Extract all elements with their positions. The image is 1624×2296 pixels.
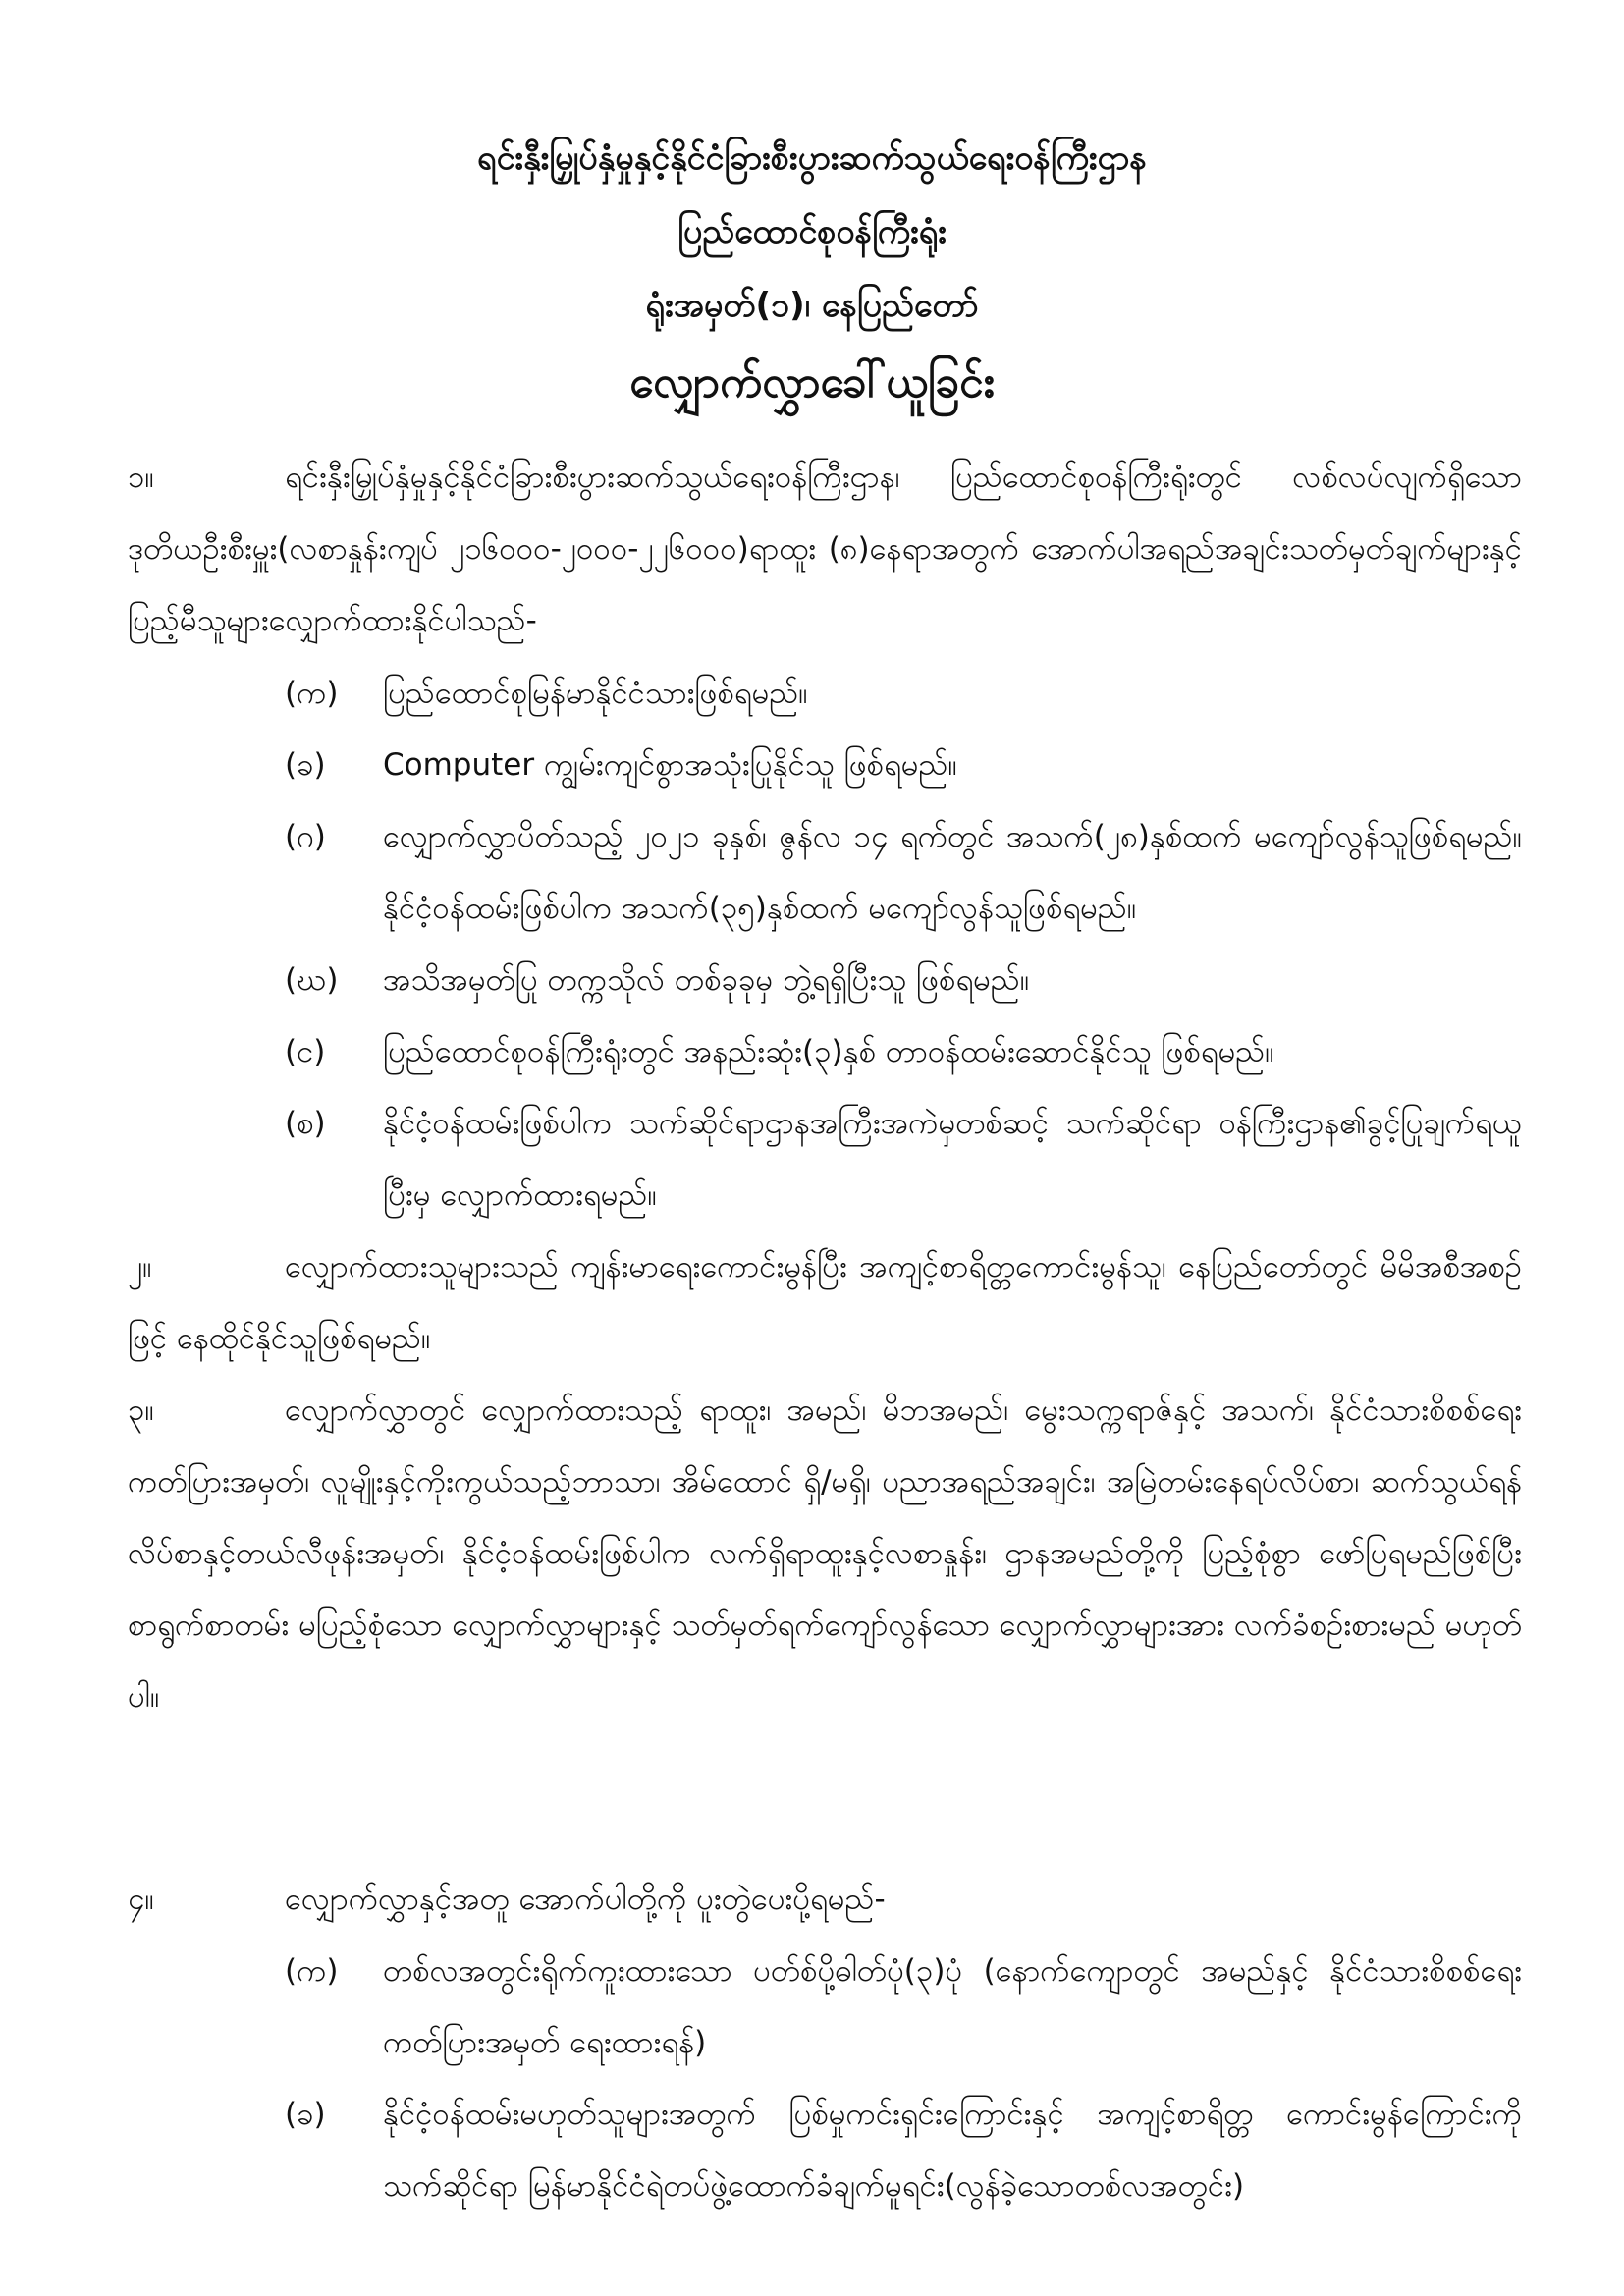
section-4 <box>128 1864 1522 1936</box>
ministry-name: ရင်းနှီးမြှုပ်နှံမှုနှင့်နိုင်ငံခြားစီးပွားဆက်သွယ်ရေးဝန်ကြီးဌာန <box>477 138 1147 178</box>
item-label: (ခ) <box>285 747 326 783</box>
section-number: ၁။ <box>128 460 154 495</box>
item-text: လျှောက်လွှာပိတ်သည့် ၂၀၂၁ ခုနှစ်၊ ဇွန်လ ၁၄ ရက်တွင် အသက်(၂၈)နှစ်ထက် မကျော်လွန်သူဖြစ်ရမည်။ နိုင်ငံ့ဝန်ထမ်းဖြစ်ပါက အသက်(၃၅)နှစ်ထက် မကျော်လွန်သူဖြစ်ရမည်။ <box>383 819 1522 926</box>
section-text: ရင်းနှီးမြှုပ်နှံမှုနှင့်နိုင်ငံခြားစီးပွားဆက်သွယ်ရေးဝန်ကြီးဌာန၊ ပြည်ထောင်စုဝန်ကြီးရုံးတွင် လစ်လပ်လျက်ရှိသော ဒုတိယဦးစီးမှူး(လစာနှုန်းကျပ် ၂၁၆၀၀၀-၂၀၀၀-၂၂၆၀၀၀)ရာထူး (၈)နေရာအတွက် အောက်ပါအရည်အချင်းသတ်မှတ်ချက်များနှင့် ပြည့်မီသူများလျှောက်ထားနိုင်ပါသည်- <box>128 460 1522 638</box>
office-address: ရုံးအမှတ်(၁)၊ နေပြည်တော် <box>645 286 979 325</box>
section-number: ၃။ <box>128 1393 154 1428</box>
section-1-item-c <box>285 801 1522 945</box>
section-1-item-a <box>285 658 1522 730</box>
section-1-item-d <box>285 945 1522 1016</box>
item-label: (ခ) <box>285 2097 326 2132</box>
item-text: တစ်လအတွင်းရိုက်ကူးထားသော ပတ်စ်ပို့ဓါတ်ပုံ(၃)ပုံ (နောက်ကျောတွင် အမည်နှင့် နိုင်ငံသားစိစစ်ရေးကတ်ပြားအမှတ် ရေးထားရန်) <box>383 1953 1522 2060</box>
section-3 <box>128 1375 1522 1733</box>
item-text: နိုင်ငံ့ဝန်ထမ်းမဟုတ်သူများအတွက် ပြစ်မှုကင်းရှင်းကြောင်းနှင့် အကျင့်စာရိတ္တ ကောင်းမွန်ကြောင်းကို သက်ဆိုင်ရာ မြန်မာနိုင်ငံရဲတပ်ဖွဲ့ထောက်ခံချက်မူရင်း(လွန်ခဲ့သောတစ်လအတွင်း) <box>383 2097 1522 2204</box>
section-4-item-b <box>285 2079 1522 2222</box>
item-text: အသိအမှတ်ပြု တက္ကသိုလ် တစ်ခုခုမှ ဘွဲ့ရရှိပြီးသူ ဖြစ်ရမည်။ <box>383 962 1030 998</box>
section-1 <box>128 442 1522 657</box>
item-label: (စ) <box>285 1106 326 1141</box>
item-label: (င) <box>285 1034 326 1069</box>
item-label: (က) <box>285 676 339 711</box>
section-text: လျှောက်ထားသူများသည် ကျန်းမာရေးကောင်းမွန်ပြီး အကျင့်စာရိတ္တကောင်းမွန်သူ၊ နေပြည်တော်တွင် မိမိအစီအစဉ်ဖြင့် နေထိုင်နိုင်သူဖြစ်ရမည်။ <box>128 1249 1522 1356</box>
item-label: (ဂ) <box>285 819 326 854</box>
section-1-item-f <box>285 1088 1522 1231</box>
item-label: (က) <box>285 1953 339 1989</box>
item-text: ပြည်ထောင်စုဝန်ကြီးရုံးတွင် အနည်းဆုံး(၃)နှစ် တာဝန်ထမ်းဆောင်နိုင်သူ ဖြစ်ရမည်။ <box>383 1034 1274 1069</box>
section-2 <box>128 1231 1522 1375</box>
document-title: လျှောက်လွှာခေါ်ယူခြင်း <box>629 357 995 408</box>
section-1-item-b <box>285 730 1522 801</box>
section-text: လျှောက်လွှာတွင် လျှောက်ထားသည့် ရာထူး၊ အမည်၊ မိဘအမည်၊ မွေးသက္ကရာဇ်နှင့် အသက်၊ နိုင်ငံသားစိစစ်ရေးကတ်ပြားအမှတ်၊ လူမျိုးနှင့်ကိုးကွယ်သည့်ဘာသာ၊ အိမ်ထောင် ရှိ/မရှိ၊ ပညာအရည်အချင်း၊ အမြဲတမ်းနေရပ်လိပ်စာ၊ ဆက်သွယ်ရန်လိပ်စာနှင့်တယ်လီဖုန်းအမှတ်၊ နိုင်ငံ့ဝန်ထမ်းဖြစ်ပါက လက်ရှိရာထူးနှင့်လစာနှုန်း၊ ဌာနအမည်တို့ကို ပြည့်စုံစွာ ဖော်ပြရမည်ဖြစ်ပြီး စာရွက်စာတမ်း မပြည့်စုံသော လျှောက်လွှာများနှင့် သတ်မှတ်ရက်ကျော်လွန်သော လျှောက်လွှာများအား လက်ခံစဉ်းစားမည် မဟုတ်ပါ။ <box>128 1393 1523 1715</box>
item-text: နိုင်ငံ့ဝန်ထမ်းဖြစ်ပါက သက်ဆိုင်ရာဌာနအကြီးအကဲမှတစ်ဆင့် သက်ဆိုင်ရာ ဝန်ကြီးဌာန၏ခွင့်ပြုချက်ရယူပြီးမှ လျှောက်ထားရမည်။ <box>383 1106 1522 1213</box>
section-number: ၂။ <box>128 1249 152 1285</box>
item-text: ပြည်ထောင်စုမြန်မာနိုင်ငံသားဖြစ်ရမည်။ <box>383 676 808 711</box>
item-text: Computer ကျွမ်းကျင်စွာအသုံးပြုနိုင်သူ ဖြစ်ရမည်။ <box>383 747 957 783</box>
item-label: (ဃ) <box>285 962 339 998</box>
section-1-item-e <box>285 1016 1522 1088</box>
section-4-item-a <box>285 1936 1522 2079</box>
section-number: ၄။ <box>128 1882 154 1917</box>
office-name: ပြည်ထောင်စုဝန်ကြီးရုံး <box>677 212 947 251</box>
section-text: လျှောက်လွှာနှင့်အတူ အောက်ပါတို့ကို ပူးတွဲပေးပို့ရမည်- <box>285 1882 886 1917</box>
